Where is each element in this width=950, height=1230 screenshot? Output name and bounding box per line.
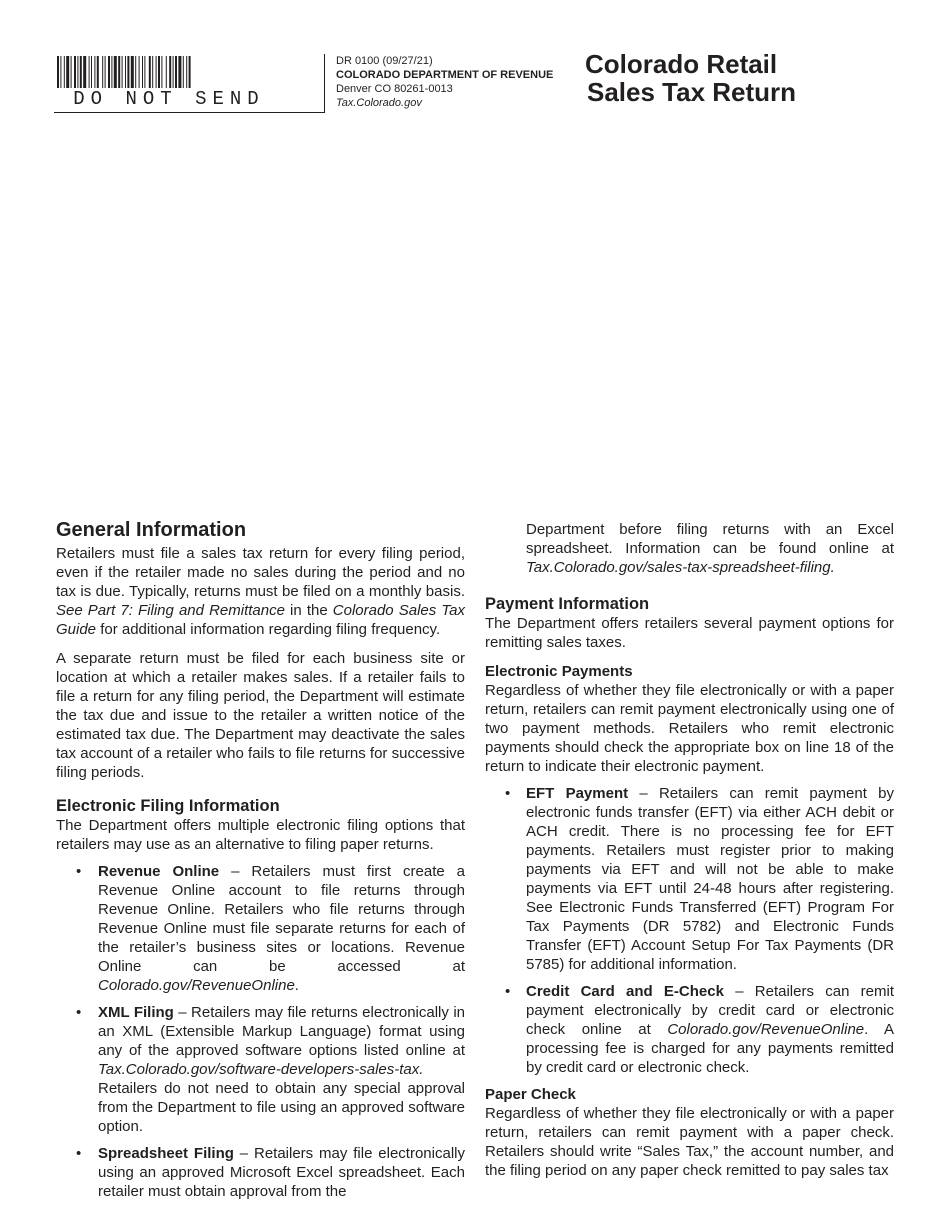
barcode-box <box>54 54 325 113</box>
department-name: COLORADO DEPARTMENT OF REVENUE <box>336 69 554 81</box>
bullet-icon: • <box>76 1145 82 1162</box>
continued-text: Department before filing returns with an Excel spreadsheet. Information can be found online at <box>526 521 894 557</box>
general-paragraph-1 <box>56 544 465 639</box>
spreadsheet-filing-link[interactable]: Tax.Colorado.gov/sales-tax-spreadsheet-filing. <box>526 559 835 576</box>
item-text: – Retailers can remit payment by electronic funds transfer (EFT) via either ACH debit or ACH credit. There is no processing fee for EFT payments. Retailers must register prior to making payments via EFT and will not be able to make payments via EFT until 24-48 hours after registering. See Electronic Funds Transferred (EFT) Program For Tax Payments (DR 5782) and Electronic Funds Transfer (EFT) Account Setup For Tax Payments (DR 5785) for additional information. <box>526 785 894 973</box>
list-item-revenue-online <box>56 862 465 995</box>
payment-information-heading: Payment Information <box>485 595 650 613</box>
electronic-payments-heading: Electronic Payments <box>485 663 633 680</box>
barcode-image <box>57 56 277 88</box>
general-p1-text-2: in the <box>284 602 333 619</box>
general-p1-text-3: for additional information regarding filing frequency. <box>96 621 441 638</box>
form-number: DR 0100 (09/27/21) <box>336 55 433 67</box>
electronic-filing-intro: The Department offers multiple electronic filing options that retailers may use as an alternative to filing paper returns. <box>56 817 465 853</box>
title-line-1: Colorado Retail <box>585 49 778 79</box>
department-address: Denver CO 80261-0013 <box>336 83 453 95</box>
general-paragraph-2: A separate return must be filed for each business site or location at which a retailer makes sales. If a retailer fails to file a return for any filing period, the Department will estimate the tax due and issue to the retailer a written notice of the estimated tax due. The Department may deactivate the sales tax account of a retailer who fails to file returns for successive filing periods. <box>56 650 465 781</box>
item-text: – Retailers may file electronically using an approved Microsoft Excel spreadsheet. Each retailer must obtain approval from the <box>98 1145 465 1200</box>
general-p1-guide-title: Colorado Sales Tax Guide <box>56 602 466 638</box>
paper-check-text: Regardless of whether they file electronically or with a paper return, retailers can remit payment with a paper check. Retailers should write “Sales Tax,” the account number, and the filing period on any paper check remitted to pay sales tax <box>485 1105 894 1179</box>
bullet-icon: • <box>76 863 82 880</box>
bullet-icon: • <box>76 1004 82 1021</box>
electronic-filing-heading: Electronic Filing Information <box>56 797 280 815</box>
item-text: – Retailers may file returns electronically in an XML (Extensible Markup Language) format using any of the approved software options listed online at <box>98 1004 465 1059</box>
form-title <box>585 50 796 106</box>
item-term: Credit Card and E-Check <box>526 983 724 1000</box>
right-column <box>485 520 894 1180</box>
item-term: Revenue Online <box>98 863 220 880</box>
item-text-after: . <box>294 977 299 994</box>
item-term: EFT Payment <box>526 785 629 802</box>
revenue-online-link[interactable]: Colorado.gov/RevenueOnline <box>667 1021 865 1038</box>
list-item-eft-payment <box>485 784 894 974</box>
payment-intro: The Department offers retailers several payment options for remitting sales taxes. <box>485 615 894 651</box>
general-p1-reference: See Part 7: Filing and Remittance <box>56 602 285 619</box>
spreadsheet-filing-continued <box>485 520 894 577</box>
software-developers-link[interactable]: Tax.Colorado.gov/software-developers-sales-tax. <box>98 1061 424 1078</box>
electronic-filing-list <box>56 862 465 1201</box>
general-information-heading: General Information <box>56 519 247 541</box>
item-text-after: Retailers do not need to obtain any special approval from the Department to file using an approved software option. <box>98 1080 465 1135</box>
item-text: – Retailers can remit payment electronically by credit card or electronic check online at <box>526 983 894 1038</box>
bullet-icon: • <box>505 983 511 1000</box>
item-term: XML Filing <box>98 1004 174 1021</box>
list-item-credit-card <box>485 982 894 1077</box>
general-p1-text: Retailers must file a sales tax return for every filing period, even if the retailer made no sales during the period and no tax is due. Typically, returns must be filed on a monthly basis. <box>56 545 465 600</box>
barcode-label: DO NOT SEND <box>73 88 265 110</box>
department-website: Tax.Colorado.gov <box>336 97 422 109</box>
form-info <box>336 54 553 110</box>
item-text-after: . A processing fee is charged for any payments remitted by credit card or electronic check. <box>526 1021 895 1076</box>
title-line-2: Sales Tax Return <box>587 77 797 107</box>
paper-check-heading: Paper Check <box>485 1086 576 1103</box>
item-text: – Retailers must first create a Revenue Online account to file returns through Revenue Online. Retailers who file returns through Revenue Online must file separate returns for each of the retailer’s business sites or locations. Revenue Online can be accessed at <box>98 863 465 975</box>
payment-methods-list <box>485 784 894 1077</box>
item-term: Spreadsheet Filing <box>98 1145 234 1162</box>
bullet-icon: • <box>505 785 511 802</box>
list-item-spreadsheet-filing <box>56 1144 465 1201</box>
list-item-xml-filing <box>56 1003 465 1136</box>
left-column <box>56 518 465 1209</box>
revenue-online-link[interactable]: Colorado.gov/RevenueOnline <box>98 977 295 994</box>
electronic-payments-text: Regardless of whether they file electronically or with a paper return, retailers can remit payment electronically using one of two payment methods. Retailers who remit electronic payments should check the appropriate box on line 18 of the return to indicate their electronic payment. <box>485 682 894 775</box>
